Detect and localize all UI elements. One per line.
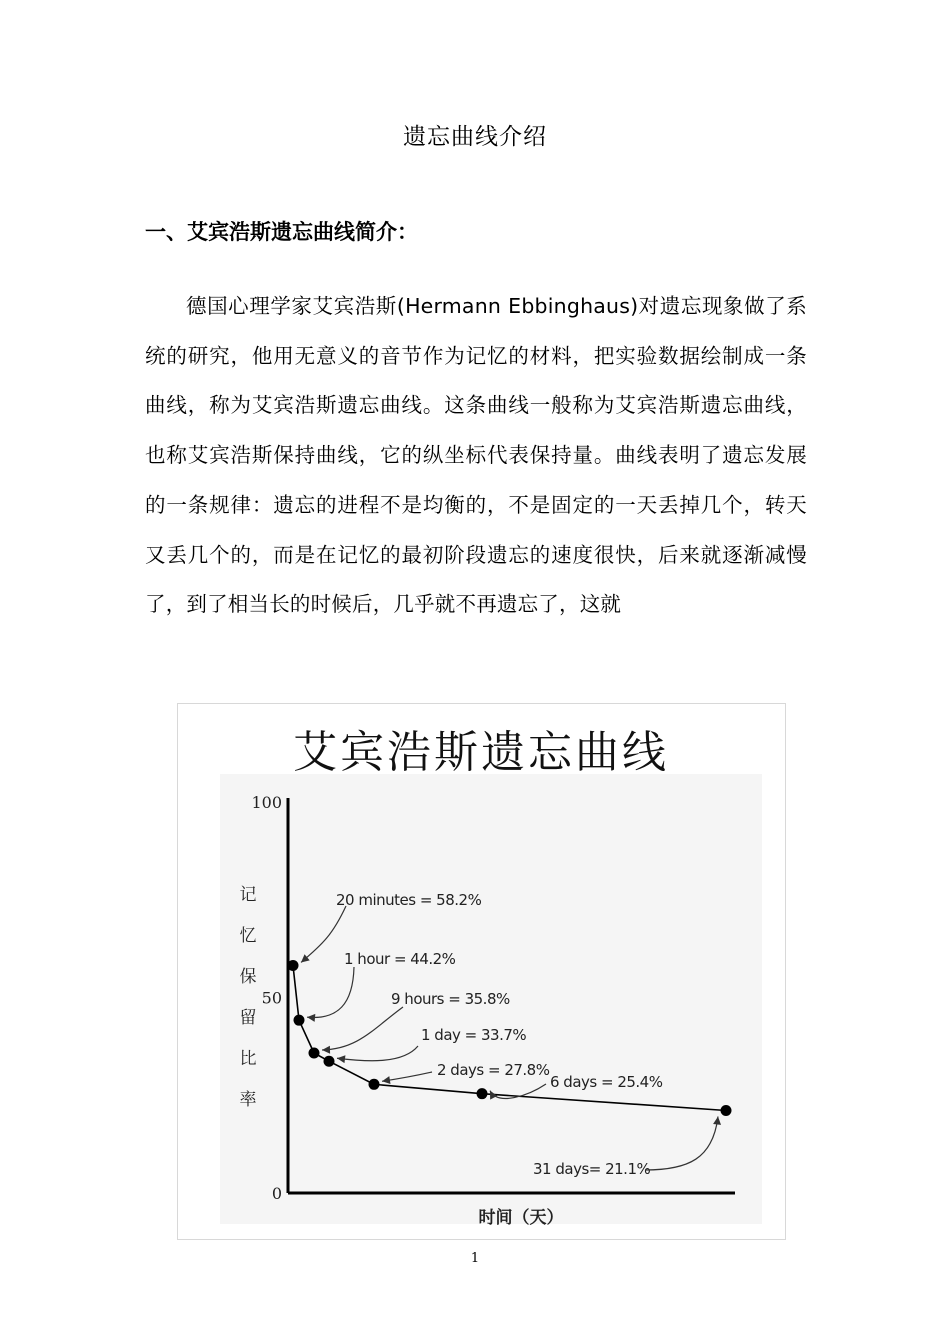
data-label: 20 minutes = 58.2% [336,891,482,909]
y-axis-label-char: 留 [239,1008,257,1028]
data-label: 31 days= 21.1% [533,1160,651,1178]
y-axis-label-char: 忆 [239,926,257,946]
y-tick-label: 0 [271,1184,282,1203]
data-point [369,1079,380,1090]
data-point [288,960,299,971]
body-paragraph: 德国心理学家艾宾浩斯(Hermann Ebbinghaus)对遗忘现象做了系统的研究，他用无意义的音节作为记忆的材料，把实验数据绘制成一条曲线，称为艾宾浩斯遗忘曲线。这条曲线一般称为艾宾浩斯遗忘曲线，也称艾宾浩斯保持曲线，它的纵坐标代表保持量。曲线表明了遗忘发展的一条规律：遗忘的进程不是均衡的，不是固定的一天丢掉几个，转天又丢几个的，而是在记忆的最初阶段遗忘的速度很快，后来就逐渐减慢了，到了相当长的时候后，几乎就不再遗忘了，这就 [145,294,807,617]
data-label: 1 hour = 44.2% [344,950,456,968]
forgetting-curve-chart [178,704,785,1239]
data-point [324,1056,335,1067]
forgetting-curve-figure [177,703,786,1240]
data-label: 6 days = 25.4% [550,1073,663,1091]
x-axis-label: 时间（天） [478,1208,564,1228]
data-point [721,1105,732,1116]
y-axis-label-char: 记 [239,885,257,905]
y-tick-label: 100 [251,793,282,812]
data-label: 1 day = 33.7% [421,1026,527,1044]
data-label: 9 hours = 35.8% [391,990,510,1008]
y-axis-label-char: 保 [239,967,257,987]
data-label: 2 days = 27.8% [437,1061,550,1079]
y-tick-label: 50 [261,988,282,1008]
data-point [309,1048,320,1059]
y-axis-label-char: 比 [239,1049,257,1069]
data-point [477,1088,488,1099]
document-title: 遗忘曲线介绍 [403,124,547,150]
y-axis-label-char: 率 [239,1090,257,1110]
data-point [294,1015,305,1026]
page-number: 1 [470,1251,480,1266]
section-heading: 一、艾宾浩斯遗忘曲线简介： [145,220,418,244]
chart-title: 艾宾浩斯遗忘曲线 [293,727,669,778]
